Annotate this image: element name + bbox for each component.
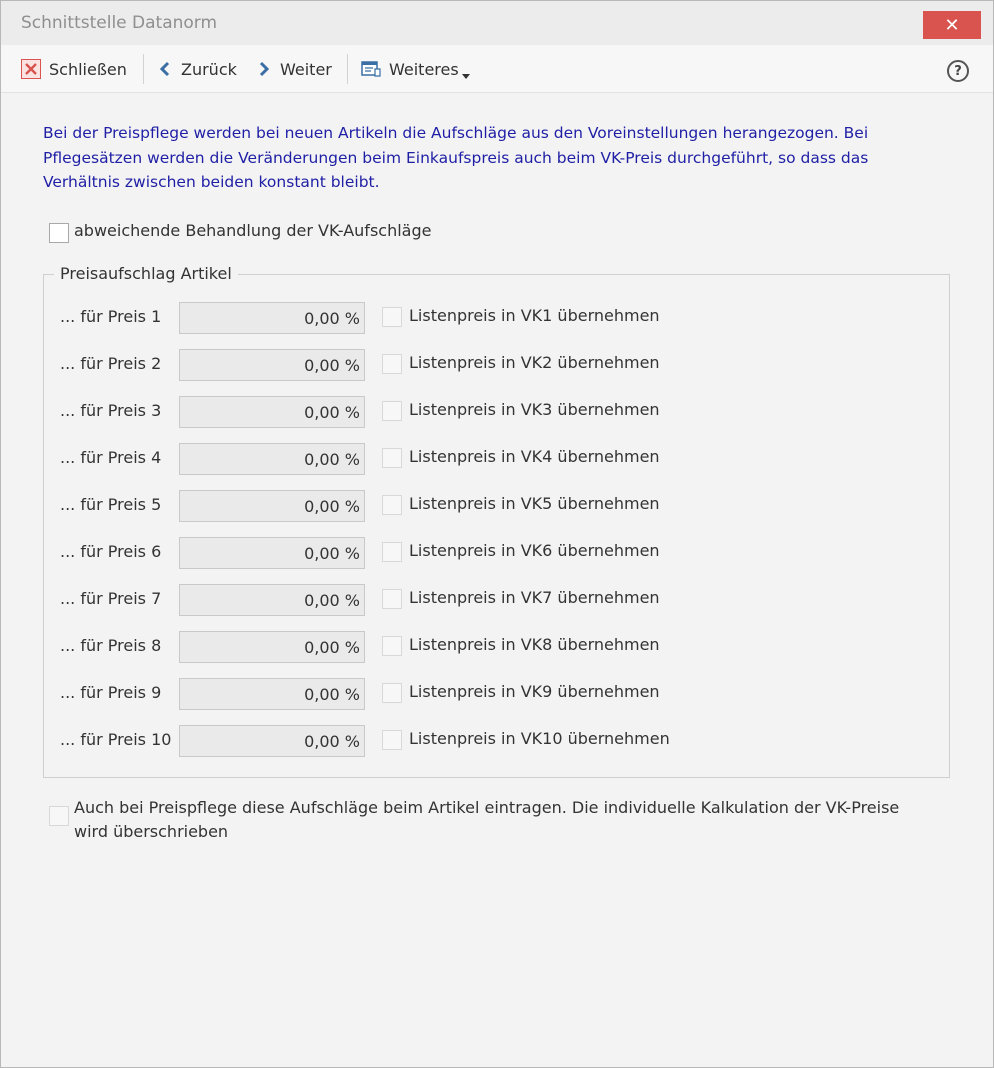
listenpreis-checkbox-label: Listenpreis in VK5 übernehmen: [409, 494, 660, 513]
price-row: [44, 438, 951, 478]
toolbar: [1, 45, 993, 93]
caret-down-icon: [462, 65, 470, 73]
markup-input[interactable]: 0,00 %: [179, 396, 365, 428]
group-title: Preisaufschlag Artikel: [54, 264, 238, 283]
close-button[interactable]: [21, 57, 127, 81]
price-row: [44, 579, 951, 619]
markup-input[interactable]: 0,00 %: [179, 584, 365, 616]
listenpreis-checkbox-label: Listenpreis in VK8 übernehmen: [409, 635, 660, 654]
dialog-content: [11, 93, 981, 1055]
listenpreis-checkbox[interactable]: [382, 495, 402, 515]
listenpreis-checkbox-label: Listenpreis in VK10 übernehmen: [409, 729, 670, 748]
price-row: [44, 391, 951, 431]
price-row-label: ... für Preis 9: [60, 683, 162, 702]
price-row: [44, 485, 951, 525]
price-row: [44, 297, 951, 337]
listenpreis-checkbox[interactable]: [382, 307, 402, 327]
preisaufschlag-group: [43, 264, 950, 778]
listenpreis-checkbox-label: Listenpreis in VK3 übernehmen: [409, 400, 660, 419]
listenpreis-checkbox-label: Listenpreis in VK2 übernehmen: [409, 353, 660, 372]
price-row-label: ... für Preis 8: [60, 636, 162, 655]
price-row-label: ... für Preis 5: [60, 495, 162, 514]
next-button[interactable]: [256, 57, 332, 81]
listenpreis-checkbox[interactable]: [382, 401, 402, 421]
price-row-label: ... für Preis 1: [60, 307, 162, 326]
abweichende-checkbox-label: abweichende Behandlung der VK-Aufschläge: [74, 221, 432, 240]
listenpreis-checkbox[interactable]: [382, 542, 402, 562]
next-button-label: Weiter: [280, 59, 332, 79]
more-menu-label: Weiteres: [389, 59, 459, 79]
back-button-label: Zurück: [181, 59, 237, 79]
price-row: [44, 344, 951, 384]
chevron-right-icon: [256, 61, 272, 77]
chevron-left-icon: [157, 61, 173, 77]
help-icon[interactable]: ?: [947, 60, 969, 82]
close-box-icon: [21, 59, 41, 79]
more-menu-button[interactable]: [361, 57, 470, 81]
markup-input[interactable]: 0,00 %: [179, 302, 365, 334]
window-title: Schnittstelle Datanorm: [21, 13, 218, 33]
listenpreis-checkbox-label: Listenpreis in VK7 übernehmen: [409, 588, 660, 607]
markup-input[interactable]: 0,00 %: [179, 725, 365, 757]
listenpreis-checkbox[interactable]: [382, 730, 402, 750]
info-text: Bei der Preispflege werden bei neuen Artikeln die Aufschläge aus den Voreinstellungen herangezogen. Bei Pflegesätzen werden die Veränderungen beim Einkaufspreis auch beim VK-Preis durchgeführt, so dass das Verhältnis zwischen beiden konstant bleibt.: [43, 124, 869, 191]
price-row: [44, 532, 951, 572]
title-bar: [1, 1, 993, 45]
toolbar-separator: [143, 54, 144, 84]
markup-input[interactable]: 0,00 %: [179, 349, 365, 381]
markup-input[interactable]: 0,00 %: [179, 490, 365, 522]
price-row-label: ... für Preis 7: [60, 589, 162, 608]
price-row-label: ... für Preis 2: [60, 354, 162, 373]
markup-input[interactable]: 0,00 %: [179, 537, 365, 569]
close-button-label: Schließen: [49, 59, 127, 79]
price-row: [44, 673, 951, 713]
listenpreis-checkbox[interactable]: [382, 683, 402, 703]
listenpreis-checkbox-label: Listenpreis in VK9 übernehmen: [409, 682, 660, 701]
price-row: [44, 720, 951, 760]
toolbar-separator: [347, 54, 348, 84]
window-close-button[interactable]: ✕: [923, 11, 981, 39]
price-row-label: ... für Preis 3: [60, 401, 162, 420]
listenpreis-checkbox[interactable]: [382, 448, 402, 468]
listenpreis-checkbox-label: Listenpreis in VK4 übernehmen: [409, 447, 660, 466]
listenpreis-checkbox[interactable]: [382, 354, 402, 374]
back-button[interactable]: [157, 57, 237, 81]
menu-window-icon: [361, 60, 381, 78]
markup-input[interactable]: 0,00 %: [179, 443, 365, 475]
abweichende-checkbox[interactable]: [49, 223, 69, 243]
price-row-label: ... für Preis 10: [60, 730, 172, 749]
price-row: [44, 626, 951, 666]
markup-input[interactable]: 0,00 %: [179, 678, 365, 710]
price-row-label: ... für Preis 6: [60, 542, 162, 561]
markup-input[interactable]: 0,00 %: [179, 631, 365, 663]
listenpreis-checkbox[interactable]: [382, 636, 402, 656]
listenpreis-checkbox[interactable]: [382, 589, 402, 609]
bottom-option-checkbox[interactable]: [49, 806, 69, 826]
price-row-label: ... für Preis 4: [60, 448, 162, 467]
bottom-option-label: Auch bei Preispflege diese Aufschläge beim Artikel eintragen. Die individuelle Kalkulation der VK-Preise wird überschrieben: [74, 798, 900, 841]
listenpreis-checkbox-label: Listenpreis in VK6 übernehmen: [409, 541, 660, 560]
listenpreis-checkbox-label: Listenpreis in VK1 übernehmen: [409, 306, 660, 325]
